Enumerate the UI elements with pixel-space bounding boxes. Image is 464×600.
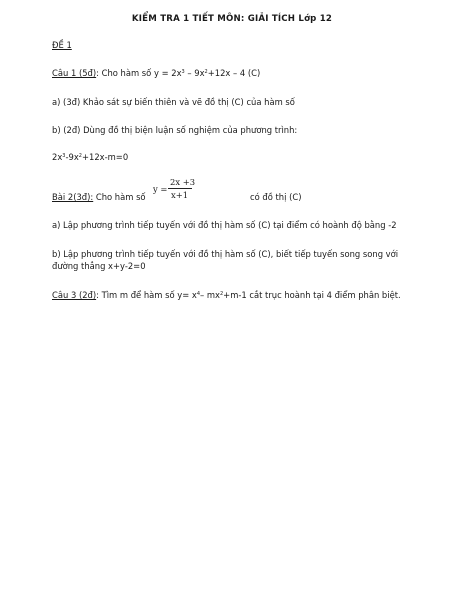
question-2: Bài 2(3đ): Cho hàm số [52,192,146,202]
question-1: Câu 1 (5đ): Cho hàm số $y = 2x^3 - 9x^2+12x - 4$ (C) [52,68,261,78]
question-1-part-a: a) (3đ) Khảo sát sự biến thiên và vẽ đồ thị (C) của hàm số [52,97,295,107]
fraction-denominator: x+1 [171,190,189,200]
question-2-part-b-line-2: đường thẳng x+y-2=0 [52,261,146,271]
question-2-suffix: có đồ thị (C) [250,192,302,202]
question-3-label: Câu 3 (2đ) [52,290,97,300]
question-2-part-b-line-1: b) Lập phương trình tiếp tuyến với đồ thị hàm số (C), biết tiếp tuyến song song với [52,249,399,259]
document-title: KIỂM TRA 1 TIẾT MÔN: GIẢI TÍCH Lớp 12 [131,14,333,24]
question-1-label: Câu 1 (5đ) [52,68,97,78]
fraction-bar [168,188,192,189]
question-3: Câu 3 (2đ): Tìm m để hàm số $y= x^4-$ $mx^2+m-1$ cắt trục hoành tại 4 điểm phân biệt. [52,290,401,300]
question-1-part-b: b) (2đ) Dùng đồ thị biện luận số nghiệm của phương trình: [52,125,298,135]
question-2-label: Bài 2(3đ): [52,192,94,202]
function-fraction: y = 2x +3 x+1 [153,177,196,200]
question-1-equation: $2x^3-9x^2+12x-m=0$ [52,152,129,162]
fraction-numerator: 2x +3 [170,177,196,187]
exam-variant: ĐỀ 1 [52,40,72,50]
question-2-part-a: a) Lập phương trình tiếp tuyến với đồ thị hàm số (C) tại điểm có hoành độ bằng -2 [52,220,397,230]
